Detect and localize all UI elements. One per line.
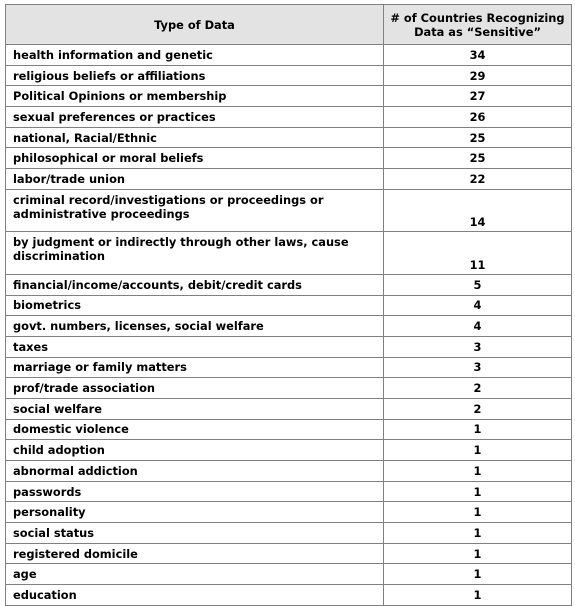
table-row xyxy=(6,189,572,232)
table-row xyxy=(6,440,572,461)
country-count-cell: 25 xyxy=(384,148,572,169)
table-row xyxy=(6,169,572,190)
data-type-cell: health information and genetic xyxy=(6,45,384,66)
country-count-cell: 29 xyxy=(384,65,572,86)
table-row xyxy=(6,523,572,544)
table-row xyxy=(6,148,572,169)
sensitive-data-table xyxy=(5,4,572,606)
table-row xyxy=(6,461,572,482)
table-row xyxy=(6,127,572,148)
country-count-cell: 4 xyxy=(384,316,572,337)
country-count-cell: 1 xyxy=(384,543,572,564)
data-type-cell: Political Opinions or membership xyxy=(6,86,384,107)
country-count-cell: 4 xyxy=(384,295,572,316)
table-row xyxy=(6,336,572,357)
country-count-cell: 34 xyxy=(384,45,572,66)
country-count-cell: 25 xyxy=(384,127,572,148)
data-type-cell: financial/income/accounts, debit/credit cards xyxy=(6,274,384,295)
data-type-cell: sexual preferences or practices xyxy=(6,107,384,128)
country-count-cell: 1 xyxy=(384,440,572,461)
country-count-cell: 1 xyxy=(384,564,572,585)
table-row xyxy=(6,357,572,378)
country-count-cell: 1 xyxy=(384,585,572,606)
data-type-cell: social status xyxy=(6,523,384,544)
table-row xyxy=(6,481,572,502)
data-type-cell: national, Racial/Ethnic xyxy=(6,127,384,148)
header-country-count xyxy=(384,5,572,45)
table-row xyxy=(6,107,572,128)
table-row xyxy=(6,585,572,606)
country-count-cell: 3 xyxy=(384,336,572,357)
table-row xyxy=(6,65,572,86)
country-count-cell: 27 xyxy=(384,86,572,107)
country-count-cell: 22 xyxy=(384,169,572,190)
table-header xyxy=(6,5,572,45)
data-type-cell: taxes xyxy=(6,336,384,357)
country-count-cell: 2 xyxy=(384,378,572,399)
country-count-cell: 1 xyxy=(384,419,572,440)
country-count-cell: 1 xyxy=(384,502,572,523)
header-country-count-line1: # of Countries Recognizing xyxy=(390,10,565,25)
table-row xyxy=(6,543,572,564)
table-row xyxy=(6,274,572,295)
country-count-cell: 11 xyxy=(384,232,572,275)
table-row xyxy=(6,502,572,523)
country-count-cell: 14 xyxy=(384,189,572,232)
table-row xyxy=(6,378,572,399)
country-count-cell: 26 xyxy=(384,107,572,128)
data-type-cell: age xyxy=(6,564,384,585)
data-type-cell: social welfare xyxy=(6,398,384,419)
table-body xyxy=(6,45,572,606)
table-row xyxy=(6,316,572,337)
header-row xyxy=(6,5,572,45)
data-type-cell: education xyxy=(6,585,384,606)
data-type-cell: religious beliefs or affiliations xyxy=(6,65,384,86)
table-row xyxy=(6,419,572,440)
data-type-cell: marriage or family matters xyxy=(6,357,384,378)
data-type-cell: philosophical or moral beliefs xyxy=(6,148,384,169)
table-row xyxy=(6,45,572,66)
data-type-cell: prof/trade association xyxy=(6,378,384,399)
country-count-cell: 5 xyxy=(384,274,572,295)
header-type-of-data: Type of Data xyxy=(6,5,384,45)
data-type-cell: abnormal addiction xyxy=(6,461,384,482)
data-type-cell: domestic violence xyxy=(6,419,384,440)
country-count-cell: 1 xyxy=(384,461,572,482)
data-type-cell: child adoption xyxy=(6,440,384,461)
table-row xyxy=(6,295,572,316)
header-country-count-line2: Data as “Sensitive” xyxy=(414,24,541,39)
table-row xyxy=(6,86,572,107)
country-count-cell: 3 xyxy=(384,357,572,378)
table-row xyxy=(6,398,572,419)
data-type-cell: govt. numbers, licenses, social welfare xyxy=(6,316,384,337)
country-count-cell: 2 xyxy=(384,398,572,419)
data-type-cell: labor/trade union xyxy=(6,169,384,190)
data-type-cell: personality xyxy=(6,502,384,523)
table-row xyxy=(6,564,572,585)
data-type-cell: criminal record/investigations or proceedings or administrative proceedings xyxy=(6,189,384,232)
table-row xyxy=(6,232,572,275)
data-type-cell: passwords xyxy=(6,481,384,502)
data-type-cell: biometrics xyxy=(6,295,384,316)
data-type-cell: by judgment or indirectly through other laws, cause discrimination xyxy=(6,232,384,275)
data-type-cell: registered domicile xyxy=(6,543,384,564)
country-count-cell: 1 xyxy=(384,523,572,544)
country-count-cell: 1 xyxy=(384,481,572,502)
